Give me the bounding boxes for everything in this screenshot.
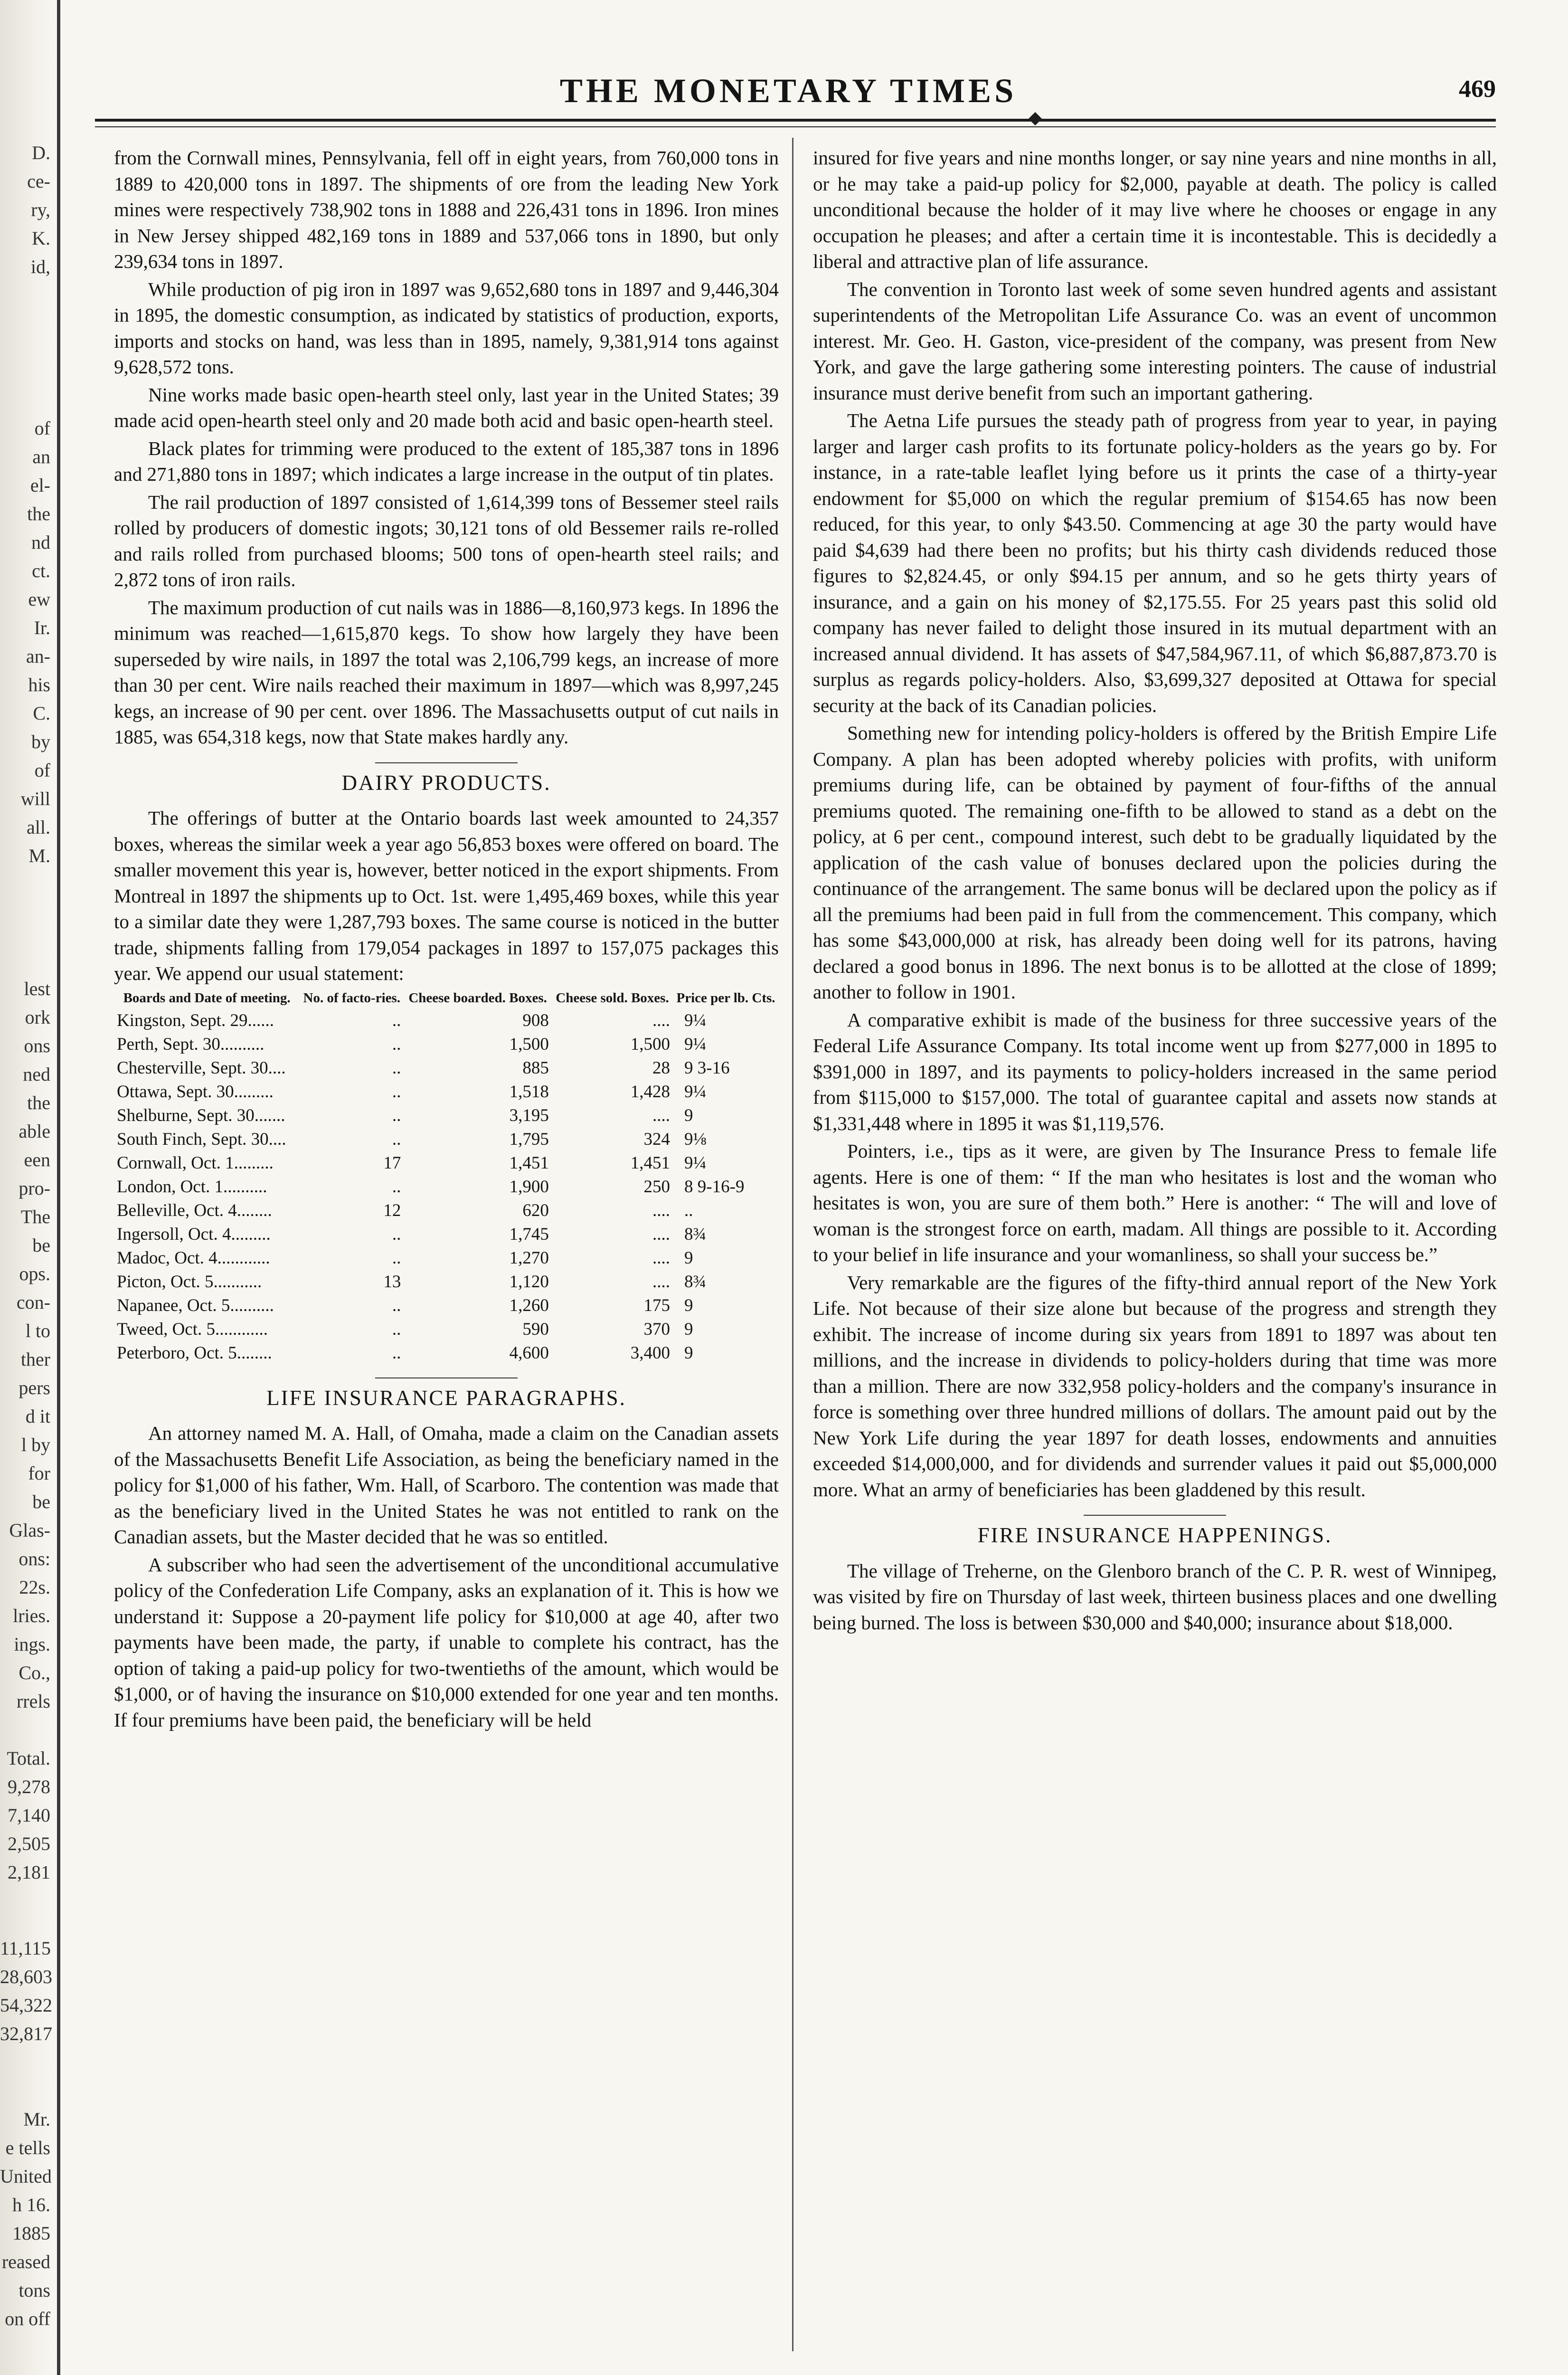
facing-page-fragment: 2,505 xyxy=(8,1833,50,1854)
pig-iron-paragraph: While production of pig iron in 1897 was 9,652,680 tons in 1897 and 9,446,304 in 1895, the domestic consumption, as indicated by statistics of production, exports, imports and stocks on hand, was less than in 1895, namely, 9,381,914 tons against 9,628,572 tons. xyxy=(114,278,779,378)
cell-sold: 250 xyxy=(643,1177,671,1197)
section-divider xyxy=(1084,1515,1226,1516)
facing-page-fragment: of xyxy=(34,418,50,439)
facing-page-fragment: The xyxy=(20,1206,50,1227)
facing-page-fragment: pro- xyxy=(19,1178,50,1199)
cell-factories: 17 xyxy=(383,1153,401,1173)
treherne-fire-paragraph: The village of Treherne, on the Glenboro branch of the C. P. R. west of Winnipeg, was visited by fire on Thursday of last week, thirteen business places and one dwelling being burned. The loss is between $30,000 and $40,000; insurance about $18,000. xyxy=(813,1559,1497,1634)
page-number: 469 xyxy=(1459,76,1496,103)
cell-board-date: South Finch, Sept. 30.... xyxy=(117,1129,286,1149)
rail-production-paragraph: The rail production of 1897 consisted of 1,614,399 tons of Bessemer steel rails rolled by producers of domestic ingots; 30,121 tons of old Bessemer rails re-rolled and rails rolled from purchased blooms; 500 tons of open-hearth steel rails; and 2,872 tons of iron rails. xyxy=(114,491,779,590)
cell-sold: 370 xyxy=(643,1319,671,1339)
cell-factories: .. xyxy=(392,1082,401,1102)
table-row xyxy=(114,1009,779,1033)
insurance-press-paragraph: Pointers, i.e., tips as it were, are given by The Insurance Press to female life agents. Here is one of them: “ If the man who hesitates is lost and the woman who hesitates is won, you are sure of them both.” Here is another: “ The will and love of woman is the strongest force on earth, madam. All things are possible to it. According to your belief in life insurance and your womanliness, so shall your success be.” xyxy=(813,1140,1497,1265)
life-insurance-heading: LIFE INSURANCE PARAGRAPHS. xyxy=(266,1386,626,1410)
section-divider xyxy=(375,762,518,763)
facing-page-fragment: rrels xyxy=(16,1691,50,1712)
cell-price: 8 9-16-9 xyxy=(684,1177,745,1197)
facing-page-fragment: 11,115 xyxy=(0,1938,51,1959)
header-boarded: Cheese boarded. Boxes. xyxy=(408,990,547,1006)
facing-page-fragment: on off xyxy=(5,2308,50,2329)
cell-boarded: 1,451 xyxy=(509,1153,549,1173)
cell-boarded: 1,900 xyxy=(509,1177,549,1197)
facing-page-fragment: l to xyxy=(25,1320,50,1341)
cell-board-date: Tweed, Oct. 5............ xyxy=(117,1319,268,1339)
facing-page-fragment: ther xyxy=(20,1349,50,1370)
cell-board-date: Belleville, Oct. 4........ xyxy=(117,1200,272,1220)
cheese-board-table xyxy=(114,990,779,1365)
cell-board-date: Picton, Oct. 5........... xyxy=(117,1272,262,1292)
facing-page-fragment: tons xyxy=(19,2280,50,2301)
cell-sold: 3,400 xyxy=(630,1343,671,1363)
cell-board-date: Kingston, Sept. 29...... xyxy=(117,1010,274,1030)
header-factories: No. of facto-ries. xyxy=(303,990,401,1006)
header-rule xyxy=(95,119,1496,122)
cell-price: 9 xyxy=(684,1105,693,1125)
cell-board-date: Ingersoll, Oct. 4......... xyxy=(117,1224,271,1244)
facing-page-fragment: C. xyxy=(33,703,50,724)
facing-page-fragment: ons xyxy=(24,1035,50,1056)
cell-sold: .... xyxy=(652,1224,671,1244)
table-row xyxy=(114,1199,779,1223)
facing-page-fragment: d it xyxy=(25,1406,50,1427)
right-column xyxy=(813,145,1497,1637)
black-plates-paragraph: Black plates for trimming were produced to the extent of 185,387 tons in 1896 and 271,880 tons in 1897; which indicates a large increase in the output of tin plates. xyxy=(114,437,779,485)
cell-boarded: 620 xyxy=(522,1200,549,1220)
iron-article-paragraph: from the Cornwall mines, Pennsylvania, fell off in eight years, from 760,000 tons in 1889 to 420,000 tons in 1897. The shipments of ore from the leading New York mines were respectively 738,902 tons in 1888 and 226,431 tons in 1896. Iron mines in New Jersey shipped 482,169 tons in 1889 and 537,066 tons in 1890, but only 239,634 tons in 1897. xyxy=(114,147,779,272)
facing-page-fragment: 22s. xyxy=(19,1577,50,1598)
facing-page-fragment: M. xyxy=(28,845,50,866)
cell-factories: .. xyxy=(392,1343,401,1363)
facing-page-fragment: K. xyxy=(32,228,50,249)
cell-board-date: Perth, Sept. 30.......... xyxy=(117,1034,264,1054)
cell-boarded: 4,600 xyxy=(509,1343,549,1363)
cell-board-date: Peterboro, Oct. 5........ xyxy=(117,1343,272,1363)
facing-page-fragment: able xyxy=(19,1121,50,1142)
facing-page-fragment: 7,140 xyxy=(8,1805,50,1826)
table-row xyxy=(114,1246,779,1270)
policy-continuation-paragraph: insured for five years and nine months longer, or say nine years and nine months in all, or he may take a paid-up policy for $2,000, payable at death. The policy is called unconditional because the holder of it may live where he chooses or engage in any occupation he pleases; and after a certain time it is incontestable. This is decidedly a liberal and attractive plan of life assurance. xyxy=(813,147,1497,272)
table-row xyxy=(114,1151,779,1175)
table-row xyxy=(114,1175,779,1199)
cell-board-date: London, Oct. 1.......... xyxy=(117,1177,267,1197)
facing-page-fragment: pers xyxy=(19,1377,50,1398)
cell-sold: 1,428 xyxy=(630,1082,671,1102)
cell-factories: .. xyxy=(392,1034,401,1054)
header-price: Price per lb. Cts. xyxy=(676,990,775,1006)
table-body xyxy=(114,1009,779,1365)
header-sold: Cheese sold. Boxes. xyxy=(556,990,669,1006)
facing-page-fragment: for xyxy=(28,1463,50,1484)
metropolitan-convention-paragraph: The convention in Toronto last week of some seven hundred agents and assistant superintendents of the Metropolitan Life Assurance Co. was an event of uncommon interest. Mr. Geo. H. Gaston, vice-president of the company, was present from New York, and gave the large gathering some interesting pointers. The cause of industrial insurance must derive benefit from such an important gathering. xyxy=(813,278,1497,404)
facing-page-fragment: will xyxy=(20,788,50,809)
facing-page-fragment: Total. xyxy=(7,1748,50,1769)
cell-sold: .... xyxy=(652,1272,671,1292)
cell-price: 9 xyxy=(684,1295,693,1315)
facing-page-fragment: ned xyxy=(23,1064,50,1085)
facing-page-fragment: l by xyxy=(21,1434,50,1455)
table-row xyxy=(114,1270,779,1294)
facing-page-fragment: ct. xyxy=(32,560,50,581)
cell-factories: .. xyxy=(392,1295,401,1315)
rule-ornament xyxy=(1029,112,1042,125)
table-row xyxy=(114,1128,779,1151)
table-row xyxy=(114,1341,779,1365)
facing-page-fragment: 9,278 xyxy=(8,1776,50,1797)
cell-price: 9¼ xyxy=(684,1153,707,1173)
cell-price: .. xyxy=(684,1200,693,1220)
facing-page-fragment: an- xyxy=(26,646,50,667)
cell-boarded: 1,745 xyxy=(509,1224,549,1244)
hall-claim-paragraph: An attorney named M. A. Hall, of Omaha, made a claim on the Canadian assets of the Massachusetts Benefit Life Association, as being the beneficiary named in the policy for $1,000 of his father, Wm. Hall, of Scarboro. The contention was made that as the beneficiary lived in the United States he was not entitled to rank on the Canadian assets, but the Master decided that he was so entitled. xyxy=(114,1422,779,1548)
aetna-life-paragraph: The Aetna Life pursues the steady path of progress from year to year, in paying larger and larger cash profits to its fortunate policy-holders as the years go by. For instance, in a rate-table leaflet lying before us it prints the case of a thirty-year endowment for $5,000 on which the regular premium of $154.65 has now been reduced, for this year, to only $43.50. Commencing at age 30 the party would have paid $4,639 had there been no profits; but his thirty cash dividends reduced those figures to $2,824.45, or only $94.15 per annum, and so he gets thirty years of insurance, and a gain on his money of $2,175.55. For 25 years past this solid old company has never failed to delight those insured in its mutual department with an increased annual dividend. It has assets of $47,584,967.11, of which $6,887,873.70 is surplus as regards policy-holders. Also, $3,699,327 deposited at Ottawa for special security at the back of its Canadian policies. xyxy=(813,409,1497,716)
cell-board-date: Ottawa, Sept. 30......... xyxy=(117,1082,274,1102)
cell-factories: .. xyxy=(392,1319,401,1339)
table-row xyxy=(114,1033,779,1056)
table-row xyxy=(114,1104,779,1128)
table-row xyxy=(114,1223,779,1246)
cell-sold: .... xyxy=(652,1200,671,1220)
table-header-row xyxy=(114,990,779,1009)
cell-factories: .. xyxy=(392,1177,401,1197)
facing-page-fragment: ry, xyxy=(31,199,50,220)
cell-boarded: 885 xyxy=(522,1058,549,1078)
cell-boarded: 1,795 xyxy=(509,1129,549,1149)
cell-sold: .... xyxy=(652,1248,671,1268)
new-york-life-paragraph: Very remarkable are the figures of the fifty-third annual report of the New York Life. Not because of their size alone but because of the progress and strength they exhibit. The increase of income during six years from 1891 to 1897 was about ten millions, and the increase in dividends to policy-holders during that time was more than a million. There are now 332,958 policy-holders and the company's insurance in force is something over three hundred millions of dollars. The amount paid out by the New York Life during the year 1897 for death losses, endowments and annuities exceeded $14,000,000, and for dividends and surrender values it paid out $5,000,000 more. What an army of beneficiaries has been gladdened by this result. xyxy=(813,1271,1497,1501)
facing-page-fragment: 32,817 xyxy=(0,2023,52,2044)
facing-page-fragment: id, xyxy=(30,256,50,277)
cell-sold: .... xyxy=(652,1010,671,1030)
facing-page-fragment: the xyxy=(27,503,50,524)
cell-factories: .. xyxy=(392,1105,401,1125)
cell-sold: .... xyxy=(652,1105,671,1125)
cell-sold: 1,451 xyxy=(630,1153,671,1173)
facing-page-fragment: Glas- xyxy=(9,1520,50,1541)
facing-page-fragment: United xyxy=(0,2166,52,2187)
cell-factories: .. xyxy=(392,1058,401,1078)
cell-price: 9⅛ xyxy=(684,1129,707,1149)
dairy-paragraph: The offerings of butter at the Ontario boards last week amounted to 24,357 boxes, whereas the similar week a year ago 56,853 boxes were offered on board. The smaller movement this year is, however, better noticed in the export shipments. From Montreal in 1897 the shipments up to Oct. 1st. were 1,495,469 boxes, while this year to a similar date they were 1,287,793 boxes. The same course is noticed in the butter trade, shipments falling from 179,054 packages in 1897 to 157,075 packages this year. We append our usual statement: xyxy=(114,807,779,984)
facing-page-fragment: el- xyxy=(30,475,50,496)
facing-page-fragment: all. xyxy=(27,817,50,838)
facing-page-fragment: lest xyxy=(24,978,50,999)
facing-page-fragment: 1885 xyxy=(12,2223,50,2244)
cell-factories: 12 xyxy=(383,1200,401,1220)
cell-sold: 28 xyxy=(652,1058,671,1078)
facing-page-fragment: h 16. xyxy=(12,2194,50,2215)
cell-price: 9 xyxy=(684,1343,693,1363)
cell-boarded: 3,195 xyxy=(509,1105,549,1125)
fire-insurance-heading: FIRE INSURANCE HAPPENINGS. xyxy=(977,1523,1332,1547)
facing-page-fragment: lries. xyxy=(13,1605,50,1626)
facing-page-fragment: the xyxy=(27,1092,50,1113)
facing-page-fragment: een xyxy=(24,1149,50,1170)
facing-page-fragment: ce- xyxy=(27,171,50,192)
facing-page-fragment: 54,322 xyxy=(0,1995,52,2016)
british-empire-paragraph: Something new for intending policy-holders is offered by the British Empire Life Company. A plan has been adopted whereby policies with profits, with uniform premiums during life, can be obtained by payment of four-fifths of the annual premiums quoted. The remaining one-fifth to be allowed to stand as a debt on the policy, at 6 per cent., compound interest, such debt to be gradually liquidated by the application of the cash value of bonuses declared upon the policies during the continuance of the arrangement. The same bonus will be declared upon the policy as if all the premiums had been paid in full from the commencement. This company, which has some $43,000,000 at risk, has already been doing well for its patrons, having declared a good bonus in 1896. The next bonus is to be allotted at the close of 1899; another to follow in 1901. xyxy=(813,722,1497,1003)
cell-boarded: 1,260 xyxy=(509,1295,549,1315)
header-rule-thin xyxy=(95,126,1496,127)
facing-page-fragment: e tells xyxy=(5,2137,50,2158)
cell-price: 9 xyxy=(684,1248,693,1268)
confederation-policy-paragraph: A subscriber who had seen the advertisement of the unconditional accumulative policy of the Confederation Life Company, asks an explanation of it. This is how we understand it: Suppose a 20-payment life policy for $10,000 at age 40, after two payments have been made, the party, if unable to complete his contract, has the option of taking a paid-up policy for two-twentieths of the amount, which would be $1,000, or of having the insurance on $10,000 extended for one year and ten months. If four premiums have been paid, the beneficiary will be held xyxy=(114,1553,779,1731)
facing-page-fragment: Mr. xyxy=(23,2109,50,2130)
cell-board-date: Napanee, Oct. 5.......... xyxy=(117,1295,274,1315)
cell-price: 9¼ xyxy=(684,1034,707,1054)
facing-page-fragment: D. xyxy=(32,142,50,163)
cell-boarded: 1,518 xyxy=(509,1082,549,1102)
facing-page-fragment: an xyxy=(32,446,50,467)
table-row xyxy=(114,1318,779,1341)
facing-page-fragment: ings. xyxy=(14,1634,50,1655)
facing-page-fragment: by xyxy=(31,731,50,752)
facing-page-fragment: con- xyxy=(16,1292,50,1313)
facing-page-fragment: ew xyxy=(28,589,50,610)
cell-boarded: 1,270 xyxy=(509,1248,549,1268)
facing-page-fragment: of xyxy=(34,760,50,781)
running-title: THE MONETARY TIMES xyxy=(559,72,1017,110)
cell-factories: 13 xyxy=(383,1272,401,1292)
cell-price: 8¾ xyxy=(684,1224,707,1244)
cut-nails-paragraph: The maximum production of cut nails was in 1886—8,160,973 kegs. In 1896 the minimum was reached—1,615,870 kegs. To show how largely they have been superseded by wire nails, in 1897 the total was 2,106,799 kegs, an increase of more than 30 per cent. Wire nails reached their maximum in 1897—which was 8,997,245 kegs, an increase of 90 per cent. over 1896. The Massachusetts output of cut nails in 1885, was 654,318 kegs, now that State makes hardly any. xyxy=(114,596,779,748)
facing-page-fragment: 28,603 xyxy=(0,1966,52,1987)
facing-page-fragment: be xyxy=(32,1235,50,1256)
facing-page-fragment: Ir. xyxy=(34,617,50,638)
header-boards: Boards and Date of meeting. xyxy=(123,990,291,1006)
cell-board-date: Shelburne, Sept. 30....... xyxy=(117,1105,285,1125)
cell-boarded: 908 xyxy=(522,1010,549,1030)
cell-boarded: 1,120 xyxy=(509,1272,549,1292)
cell-sold: 1,500 xyxy=(630,1034,671,1054)
cell-sold: 324 xyxy=(643,1129,671,1149)
cell-board-date: Cornwall, Oct. 1......... xyxy=(117,1153,274,1173)
cell-factories: .. xyxy=(392,1248,401,1268)
table-row xyxy=(114,1294,779,1318)
cell-boarded: 590 xyxy=(522,1319,549,1339)
cell-price: 9¼ xyxy=(684,1010,707,1030)
table-row xyxy=(114,1080,779,1104)
cell-factories: .. xyxy=(392,1129,401,1149)
facing-page-fragment: ons: xyxy=(19,1548,50,1569)
facing-page-fragment: 2,181 xyxy=(8,1862,50,1883)
dairy-products-heading: DAIRY PRODUCTS. xyxy=(341,770,551,795)
facing-page-fragment: nd xyxy=(31,532,50,553)
cell-board-date: Madoc, Oct. 4............ xyxy=(117,1248,270,1268)
cell-price: 9 3-16 xyxy=(684,1058,730,1078)
facing-page-fragment: his xyxy=(28,674,50,695)
cell-price: 8¾ xyxy=(684,1272,707,1292)
column-divider xyxy=(792,138,793,2351)
facing-page-fragment: ops. xyxy=(19,1263,50,1284)
open-hearth-steel-paragraph: Nine works made basic open-hearth steel only, last year in the United States; 39 made acid open-hearth steel only and 20 made both acid and basic open-hearth steel. xyxy=(114,383,779,431)
facing-page-fragment: Co., xyxy=(19,1662,50,1683)
facing-page-fragment: ork xyxy=(25,1007,50,1028)
facing-page-fragment: reased xyxy=(1,2251,50,2272)
table-row xyxy=(114,1056,779,1080)
facing-page-fragment: be xyxy=(32,1491,50,1512)
cell-price: 9¼ xyxy=(684,1082,707,1102)
cell-sold: 175 xyxy=(643,1295,671,1315)
cell-factories: .. xyxy=(392,1224,401,1244)
cell-factories: .. xyxy=(392,1010,401,1030)
left-column xyxy=(114,145,779,1735)
federal-life-paragraph: A comparative exhibit is made of the business for three successive years of the Federal Life Assurance Company. Its total income went up from $277,000 in 1895 to $391,000 in 1897, and its payments to policy-holders increased in the same period from $115,000 to $157,000. The total of guarantee capital and assets now stands at $1,331,448 where in 1895 it was $1,119,576. xyxy=(813,1008,1497,1134)
cell-price: 9 xyxy=(684,1319,693,1339)
cell-board-date: Chesterville, Sept. 30.... xyxy=(117,1058,286,1078)
cell-boarded: 1,500 xyxy=(509,1034,549,1054)
gutter-shadow xyxy=(57,0,60,2375)
